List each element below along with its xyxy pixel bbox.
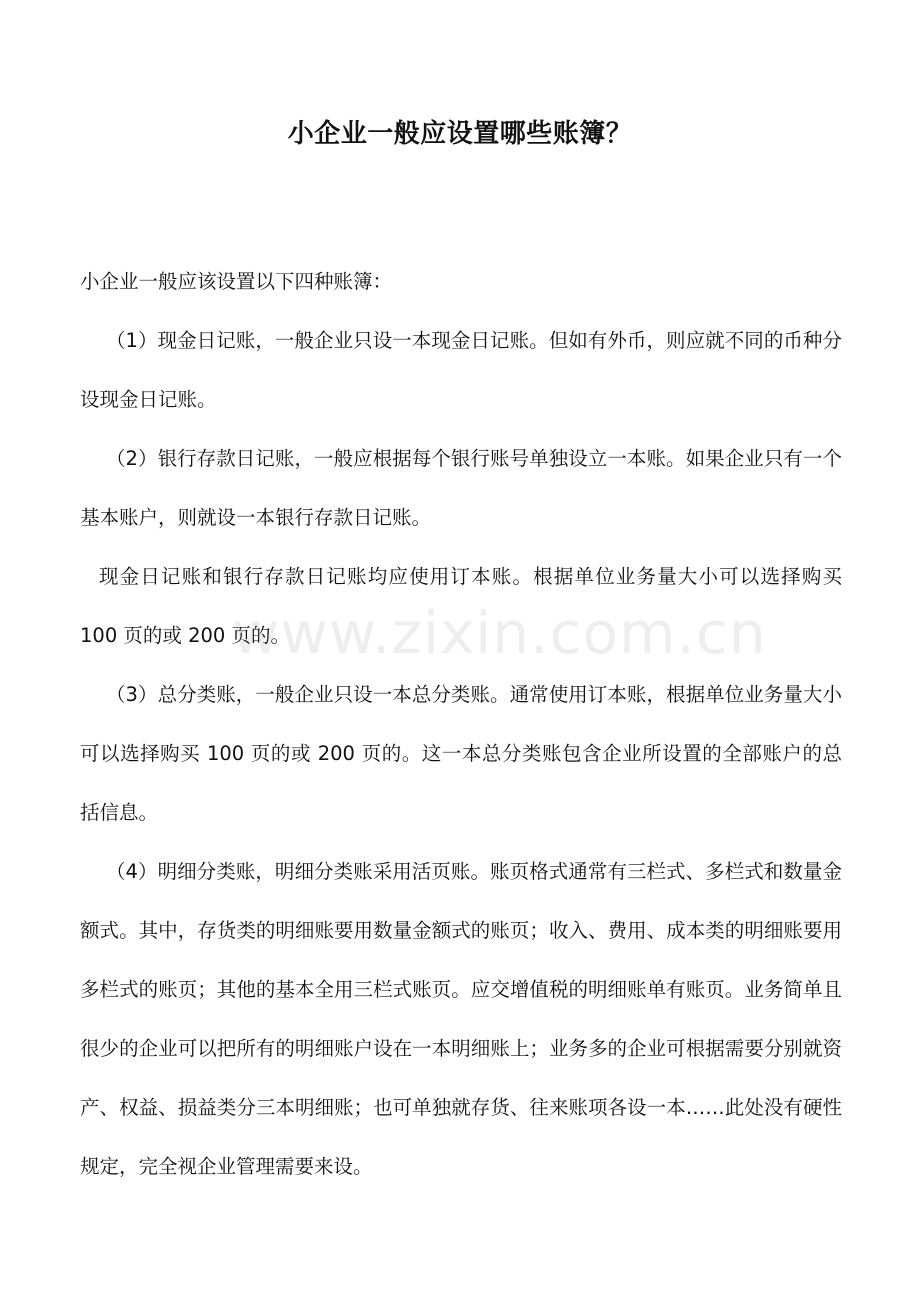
paragraph-bound-ledger-note: 现金日记账和银行存款日记账均应使用订本账。根据单位业务量大小可以选择购买 100 页的或 200 页的。: [80, 565, 842, 647]
document-title: 小企业一般应设置哪些账簿？: [287, 119, 633, 149]
paragraph-subsidiary-ledger: （4）明细分类账，明细分类账采用活页账。账页格式通常有三栏式、多栏式和数量金额式。其中，存货类的明细账要用数量金额式的账页；收入、费用、成本类的明细账要用多栏式的账页；其他的基本全用三栏式账页。应交增值税的明细账单有账页。业务简单且很少的企业可以把所有的明细账户设在一本明细账上；业务多的企业可根据需要分别就资产、权益、损益类分三本明细账；也可单独就存货、往来账项各设一本……此处没有硬性规定，完全视企业管理需要来设。: [80, 860, 842, 1178]
paragraph-cash-journal: （1）现金日记账，一般企业只设一本现金日记账。但如有外币，则应就不同的币种分设现金日记账。: [80, 329, 842, 411]
paragraph-bank-journal: （2）银行存款日记账，一般应根据每个银行账号单独设立一本账。如果企业只有一个基本账户，则就设一本银行存款日记账。: [80, 447, 842, 529]
document-body: [80, 252, 842, 1196]
paragraph-general-ledger: （3）总分类账，一般企业只设一本总分类账。通常使用订本账，根据单位业务量大小可以选择购买 100 页的或 200 页的。这一本总分类账包含企业所设置的全部账户的总括信息。: [80, 683, 842, 824]
intro-paragraph: 小企业一般应该设置以下四种账簿：: [80, 270, 393, 293]
watermark-text: www.zixin.com.cn: [232, 599, 767, 667]
